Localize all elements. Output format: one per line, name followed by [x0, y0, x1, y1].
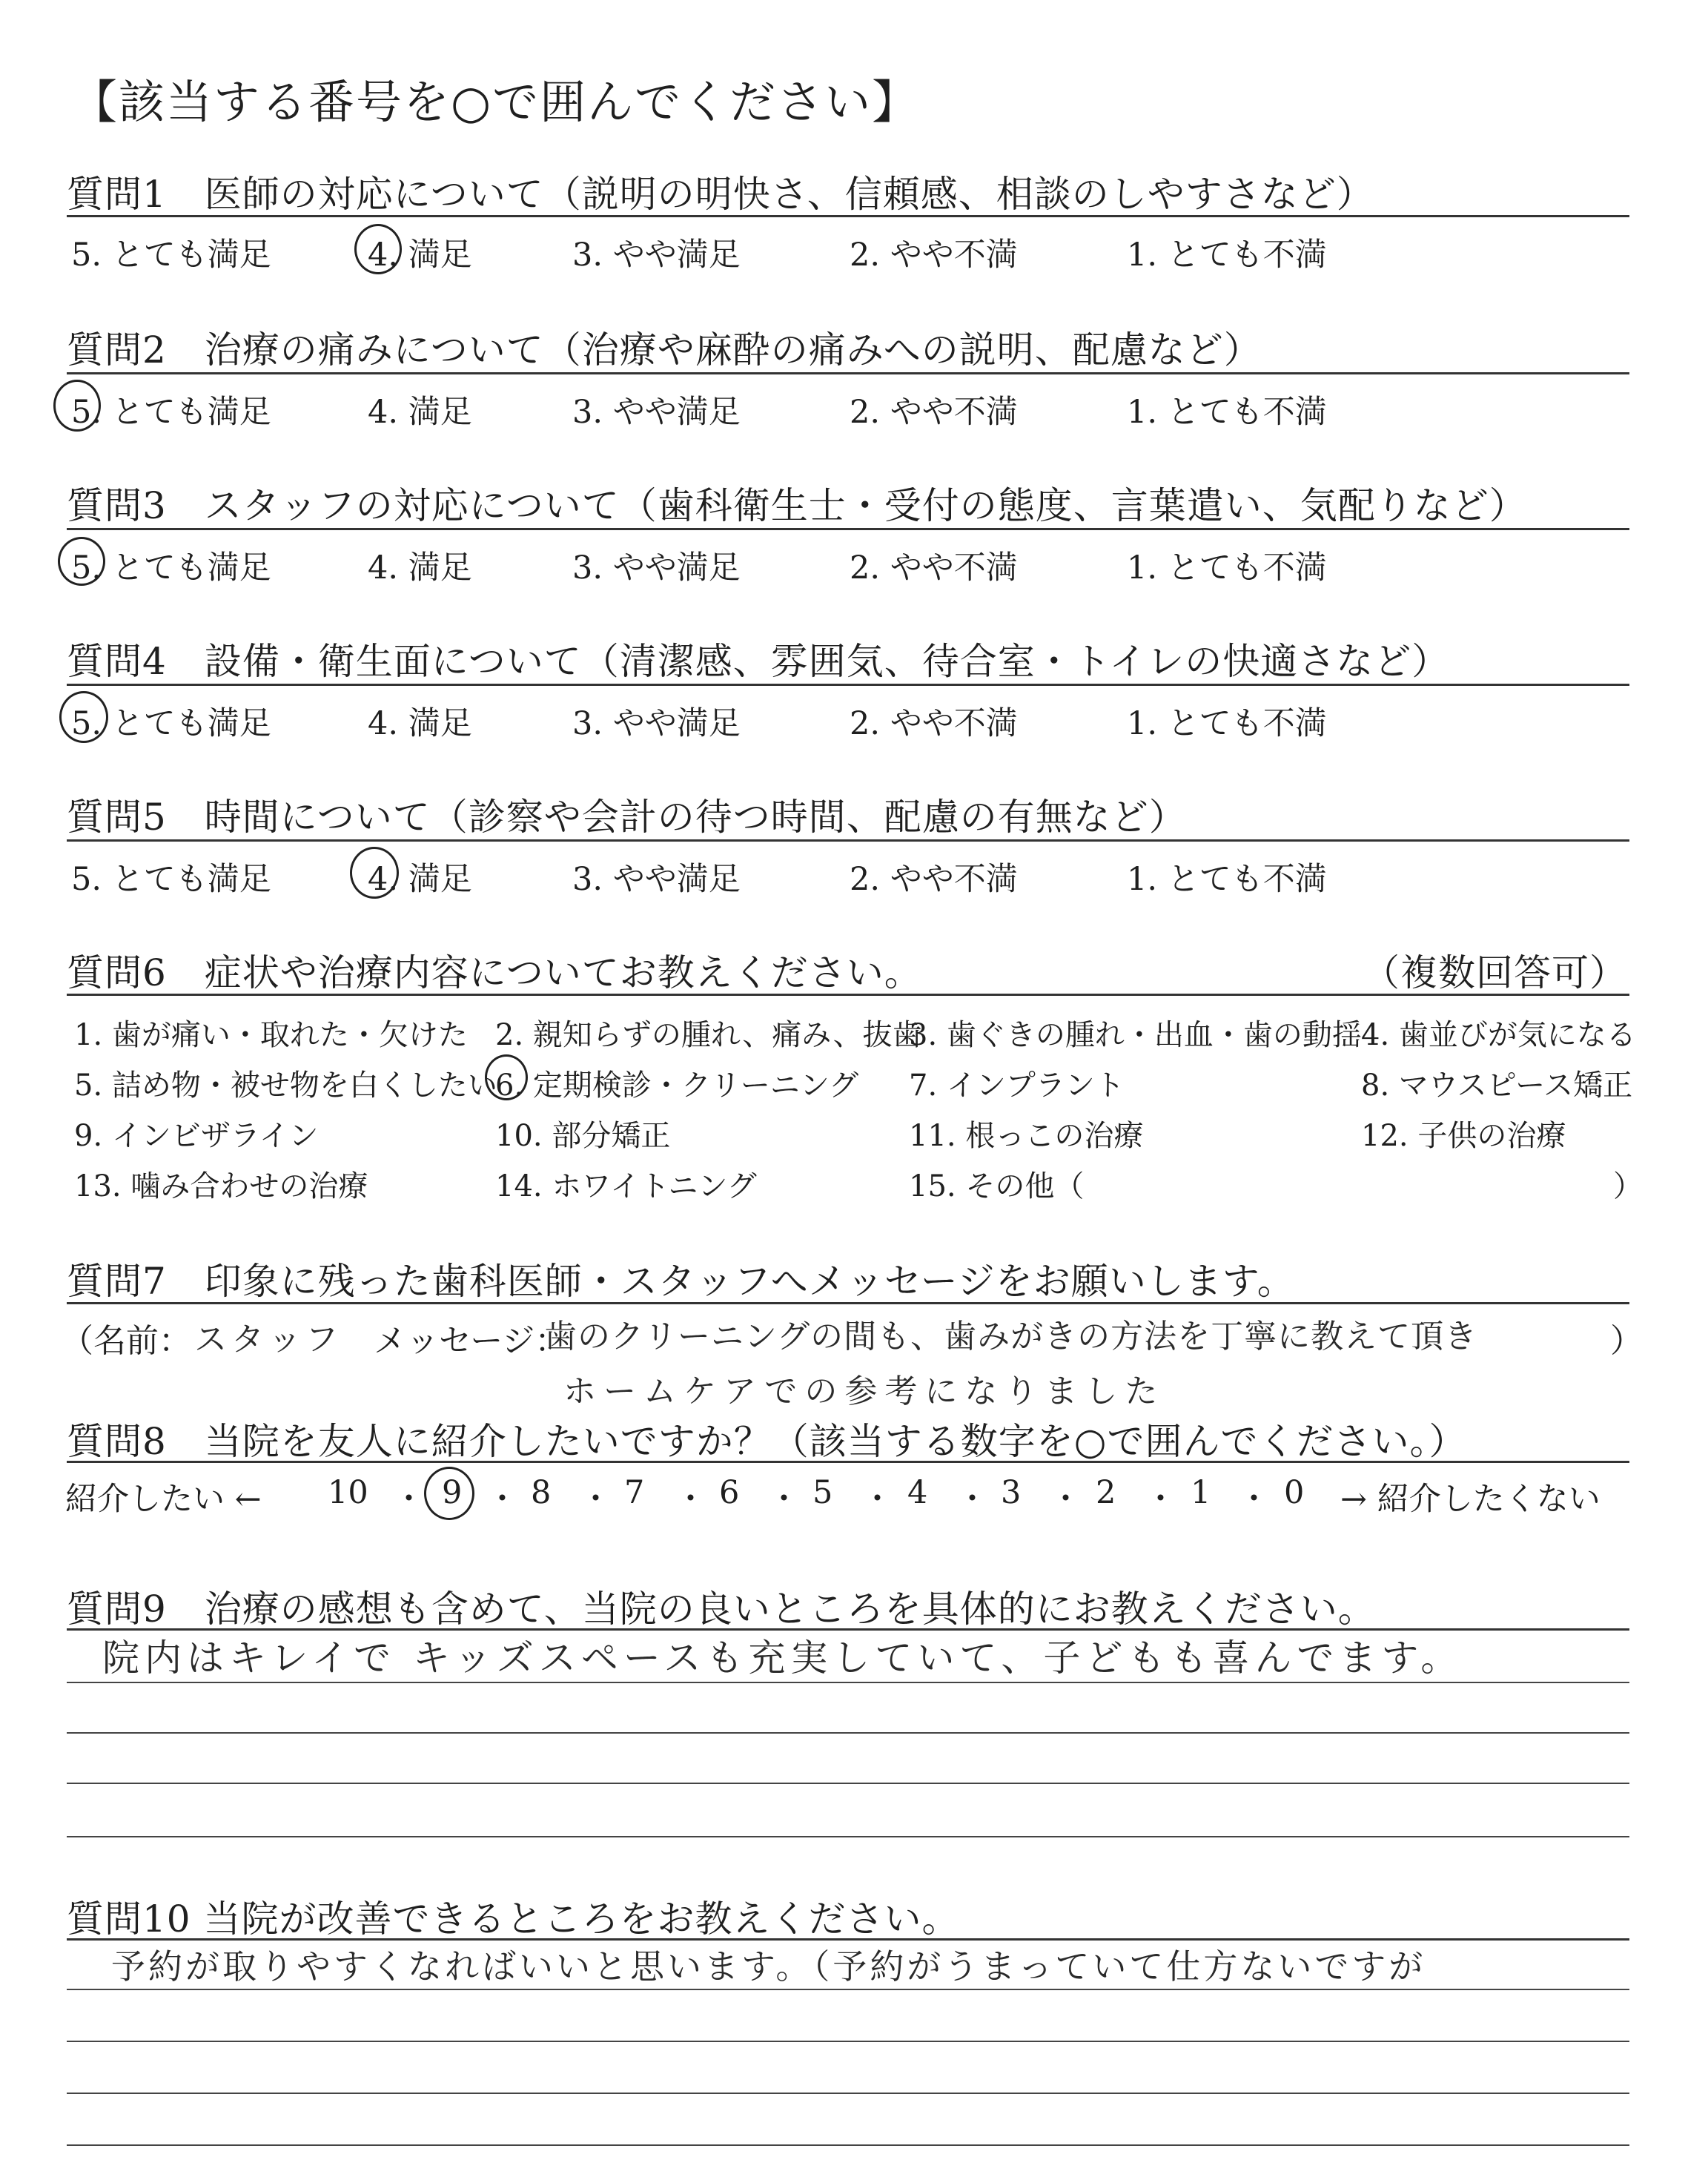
q10-answer-line-3	[67, 2093, 1629, 2094]
question-8-title: 質問8 当院を友人に紹介したいですか？（該当する数字を○で囲んでください。）	[67, 1420, 1467, 1463]
question-6-title: 質問6 症状や治療内容についてお教えください。	[67, 951, 922, 994]
question-3-title: 質問3 スタッフの対応について（歯科衛生士・受付の態度、言葉遣い、気配りなど）	[67, 484, 1527, 527]
q8-number-10[interactable]: 10	[328, 1474, 368, 1511]
q6-item-8[interactable]: 8. マウスピース矯正	[1361, 1069, 1633, 1103]
q8-separator: ・	[768, 1481, 800, 1518]
question-10-title: 質問10 当院が改善できるところをお教えください。	[67, 1898, 960, 1941]
q2-option-1[interactable]: 1. とても不満	[1127, 394, 1327, 431]
q8-number-1[interactable]: 1	[1191, 1474, 1211, 1511]
q6-item-7[interactable]: 7. インプラント	[909, 1069, 1125, 1103]
q3-option-4[interactable]: 4. 満足	[368, 549, 472, 587]
q8-separator: ・	[393, 1481, 425, 1518]
q6-item-15[interactable]: 15. その他（	[909, 1169, 1085, 1203]
question-4-title: 質問4 設備・衛生面について（清潔感、雰囲気、待合室・トイレの快適さなど）	[67, 640, 1450, 683]
q2-option-5[interactable]: 5. とても満足	[71, 394, 271, 431]
q8-separator: ・	[1050, 1481, 1082, 1518]
q6-item-11[interactable]: 11. 根っこの治療	[909, 1119, 1144, 1153]
q3-option-3[interactable]: 3. やや満足	[572, 549, 741, 587]
q4-option-4[interactable]: 4. 満足	[368, 705, 472, 742]
q7-name-value[interactable]: スタッフ	[194, 1321, 342, 1358]
q6-item-13[interactable]: 13. 噛み合わせの治療	[74, 1169, 368, 1203]
q10-answer-line-4	[67, 2144, 1629, 2146]
q2-option-4[interactable]: 4. 満足	[368, 394, 472, 431]
form-header: 【該当する番号を○で囲んでください】	[71, 75, 920, 129]
question-5-rule	[67, 839, 1629, 842]
q4-option-2[interactable]: 2. やや不満	[850, 705, 1018, 742]
q2-option-3[interactable]: 3. やや満足	[572, 394, 741, 431]
q8-number-8[interactable]: 8	[531, 1474, 552, 1511]
q9-answer-line-2	[67, 1732, 1629, 1734]
q8-number-3[interactable]: 3	[1001, 1474, 1022, 1511]
q10-answer-line-1	[67, 1989, 1629, 1990]
question-7-title: 質問7 印象に残った歯科医師・スタッフへメッセージをお願いします。	[67, 1260, 1295, 1303]
q8-left-label: 紹介したい ←	[65, 1481, 262, 1518]
q8-number-9[interactable]: 9	[442, 1474, 463, 1511]
q5-option-5[interactable]: 5. とても満足	[71, 861, 271, 898]
q8-separator: ・	[861, 1481, 893, 1518]
q5-option-4[interactable]: 4. 満足	[368, 861, 472, 898]
question-7-rule	[67, 1302, 1629, 1304]
q3-option-5[interactable]: 5. とても満足	[71, 549, 271, 587]
q4-option-5[interactable]: 5. とても満足	[71, 705, 271, 742]
q1-option-5[interactable]: 5. とても満足	[71, 237, 271, 274]
q1-option-4[interactable]: 4. 満足	[368, 237, 472, 274]
q8-number-6[interactable]: 6	[719, 1474, 740, 1511]
q6-item-2[interactable]: 2. 親知らずの腫れ、痛み、抜歯	[495, 1018, 922, 1052]
q6-item-5[interactable]: 5. 詰め物・被せ物を白くしたい	[74, 1069, 497, 1103]
q5-option-3[interactable]: 3. やや満足	[572, 861, 741, 898]
question-2-rule	[67, 372, 1629, 374]
q6-item-10[interactable]: 10. 部分矯正	[495, 1119, 671, 1153]
q1-option-3[interactable]: 3. やや満足	[572, 237, 741, 274]
q1-option-2[interactable]: 2. やや不満	[850, 237, 1018, 274]
q8-separator: ・	[1238, 1481, 1270, 1518]
q7-message-line-1[interactable]: 歯のクリーニングの間も、歯みがきの方法を丁寧に教えて頂き	[544, 1318, 1478, 1355]
question-9-title: 質問9 治療の感想も含めて、当院の良いところを具体的にお教えください。	[67, 1588, 1376, 1631]
q5-option-2[interactable]: 2. やや不満	[850, 861, 1018, 898]
q7-name-label: （名前：	[61, 1322, 191, 1360]
question-6-rule	[67, 994, 1629, 996]
q9-answer-line-1	[67, 1682, 1629, 1683]
q7-message-line-2[interactable]: ホームケアでの参考になりました	[563, 1373, 1165, 1410]
q8-number-2[interactable]: 2	[1096, 1474, 1116, 1511]
q7-close-paren: ）	[1610, 1322, 1643, 1360]
q8-number-7[interactable]: 7	[624, 1474, 645, 1511]
q3-option-1[interactable]: 1. とても不満	[1127, 549, 1327, 587]
q1-option-1[interactable]: 1. とても不満	[1127, 237, 1327, 274]
question-4-rule	[67, 684, 1629, 686]
q6-item-1[interactable]: 1. 歯が痛い・取れた・欠けた	[74, 1018, 468, 1052]
q4-option-3[interactable]: 3. やや満足	[572, 705, 741, 742]
q6-other-close-paren: ）	[1613, 1169, 1643, 1203]
q10-answer[interactable]: 予約が取りやすくなればいいと思います。（予約がうまっていて仕方ないですが	[111, 1946, 1426, 1986]
question-3-rule	[67, 528, 1629, 530]
question-1-title: 質問1 医師の対応について（説明の明快さ、信頼感、相談のしやすさなど）	[67, 173, 1374, 216]
q6-item-6[interactable]: 6. 定期検診・クリーニング	[495, 1069, 859, 1103]
q8-right-label: → 紹介したくない	[1340, 1481, 1601, 1518]
q8-separator: ・	[956, 1481, 988, 1518]
q6-item-12[interactable]: 12. 子供の治療	[1361, 1119, 1566, 1153]
q2-option-2[interactable]: 2. やや不満	[850, 394, 1018, 431]
q8-number-4[interactable]: 4	[907, 1474, 928, 1511]
q6-item-9[interactable]: 9. インビザライン	[74, 1119, 319, 1153]
q6-item-14[interactable]: 14. ホワイトニング	[495, 1169, 757, 1203]
q5-option-1[interactable]: 1. とても不満	[1127, 861, 1327, 898]
question-6-note: （複数回答可）	[1363, 951, 1627, 994]
q9-answer[interactable]: 院内はキレイで キッズスペースも充実していて、子どもも喜んでます。	[102, 1636, 1463, 1680]
q6-item-4[interactable]: 4. 歯並びが気になる	[1361, 1018, 1636, 1052]
question-1-rule	[67, 215, 1629, 217]
q8-separator: ・	[580, 1481, 612, 1518]
q6-item-3[interactable]: 3. 歯ぐきの腫れ・出血・歯の動揺	[909, 1018, 1362, 1052]
q4-option-1[interactable]: 1. とても不満	[1127, 705, 1327, 742]
q8-separator: ・	[1145, 1481, 1176, 1518]
q8-separator: ・	[675, 1481, 706, 1518]
question-8-rule	[67, 1461, 1629, 1463]
q9-answer-line-3	[67, 1783, 1629, 1784]
question-2-title: 質問2 治療の痛みについて（治療や麻酔の痛みへの説明、配慮など）	[67, 328, 1262, 371]
q3-option-2[interactable]: 2. やや不満	[850, 549, 1018, 587]
q9-answer-line-4	[67, 1836, 1629, 1837]
question-5-title: 質問5 時間について（診察や会計の待つ時間、配慮の有無など）	[67, 796, 1187, 839]
q7-message-label: メッセージ：	[374, 1322, 568, 1360]
q10-answer-line-2	[67, 2041, 1629, 2042]
q8-number-0[interactable]: 0	[1284, 1474, 1305, 1511]
q8-number-5[interactable]: 5	[812, 1474, 833, 1511]
q8-separator: ・	[486, 1481, 518, 1518]
